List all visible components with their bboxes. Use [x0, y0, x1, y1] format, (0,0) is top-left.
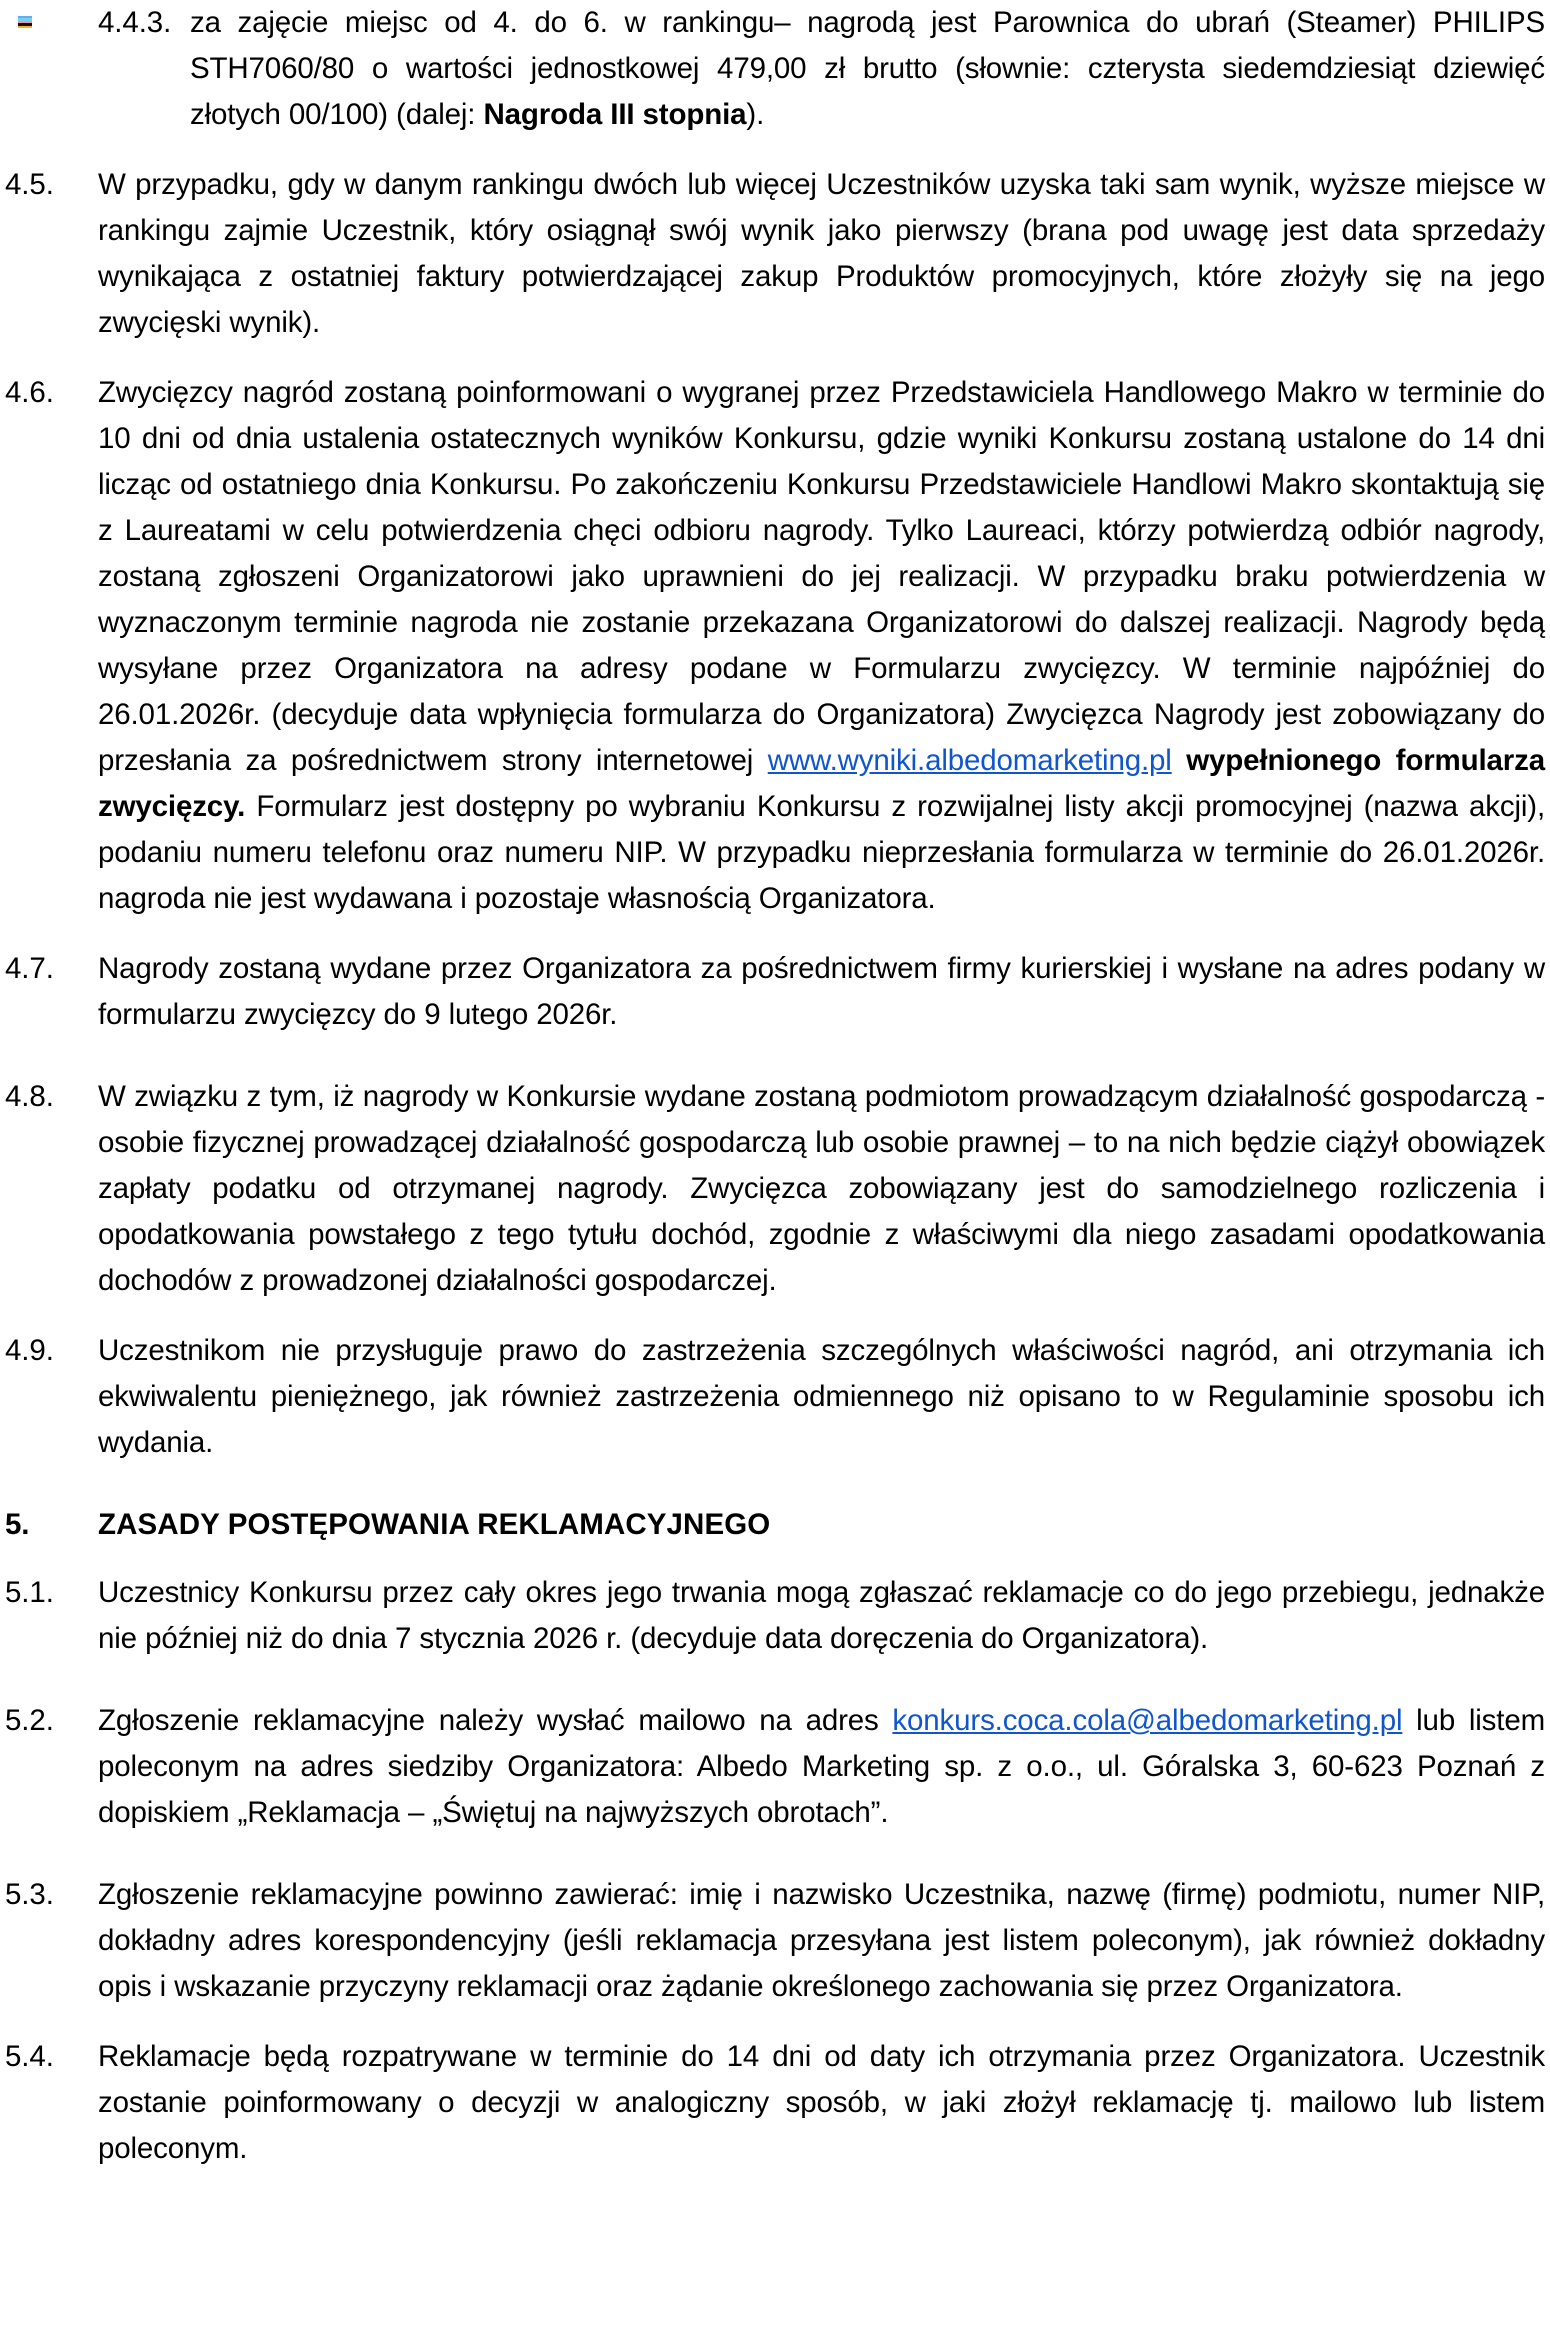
website-link[interactable]: www.wyniki.albedomarketing.pl	[767, 744, 1172, 777]
vertical-spacer	[0, 1846, 1550, 1872]
clause-body	[98, 2034, 1545, 2172]
clause-5-1	[0, 1570, 1550, 1662]
clause-body	[98, 1698, 1545, 1836]
clause-text-run: za zajęcie miejsc od 4. do 6. w rankingu– nagrodą jest Parownica do ubrań (Steamer) PHILIPS STH7060/80 o wartości jednostkowej 479,00 zł brutto (słownie: czterysta siedemdziesiąt dziewięć złotych 00/100) (dalej:	[190, 6, 1545, 131]
clause-number: 5.1.	[5, 1576, 54, 1609]
section-title	[98, 1502, 1550, 1548]
clause-text-run: Zwycięzcy nagród zostaną poinformowani o wygranej przez Przedstawiciela Handlowego Makro w terminie do 10 dni od dnia ustalenia ostatecznych wyników Konkursu, gdzie wyniki Konkursu zostaną ustalone do 14 dni licząc od ostatniego dnia Konkursu. Po zakończeniu Konkursu Przedstawiciele Handlowi Makro skontaktują się z Laureatami w celu potwierdzenia chęci odbioru nagrody. Tylko Laureaci, którzy potwierdzą odbiór nagrody, zostaną zgłoszeni Organizatorowi jako uprawnieni do jej realizacji. W przypadku braku potwierdzenia w wyznaczonym terminie nagroda nie zostanie przekazana Organizatorowi do dalszej realizacji. Nagrody będą wysyłane przez Organizatora na adresy podane w Formularzu zwycięzcy. W terminie najpóźniej do 26.01.2026r. (decyduje data wpłynięcia formularza do Organizatora) Zwycięzca Nagrody jest zobowiązany do przesłania za pośrednictwem strony internetowej	[98, 376, 1545, 777]
section-heading	[0, 1502, 1550, 1548]
clause-text-run: Reklamacje będą rozpatrywane w terminie do 14 dni od daty ich otrzymania przez Organizatora. Uczestnik zostanie poinformowany o decyzji w analogiczny sposób, w jaki złożył reklamację tj. mailowo lub listem poleconym.	[98, 2040, 1545, 2165]
clause-number: 5.2.	[5, 1704, 54, 1737]
clause-number: 4.7.	[5, 952, 54, 985]
clause-text-run	[1172, 744, 1187, 777]
clause-4-4-3	[98, 0, 1550, 138]
clause-text-run: Formularz jest dostępny po wybraniu Konkursu z rozwijalnej listy akcji promocyjnej (nazwa akcji), podaniu numeru telefonu oraz numeru NIP. W przypadku nieprzesłania formularza w terminie do 26.01.2026r. nagroda nie jest wydawana i pozostaje własnością Organizatora.	[98, 790, 1545, 915]
vertical-spacer	[0, 1476, 1550, 1502]
clause-text-run: Uczestnicy Konkursu przez cały okres jego trwania mogą zgłaszać reklamacje co do jego przebiegu, jednakże nie później niż do dnia 7 stycznia 2026 r. (decyduje data doręczenia do Organizatora).	[98, 1576, 1545, 1655]
clause-number: 4.8.	[5, 1080, 54, 1113]
section-number: 5.	[5, 1508, 30, 1541]
vertical-spacer	[0, 2020, 1550, 2034]
clause-text-run: Uczestnikom nie przysługuje prawo do zastrzeżenia szczególnych właściwości nagród, ani otrzymania ich ekwiwalentu pieniężnego, jak również zastrzeżenia odmiennego niż opisano to w Regulaminie sposobu ich wydania.	[98, 1334, 1545, 1459]
vertical-spacer	[0, 148, 1550, 162]
clause-number: 4.4.3.	[98, 6, 172, 39]
clause-text-run: ).	[746, 98, 765, 131]
vertical-spacer	[0, 356, 1550, 370]
clause-number: 5.3.	[5, 1878, 54, 1911]
clause-4-7	[0, 946, 1550, 1038]
vertical-spacer	[0, 1314, 1550, 1328]
clause-text-run: W związku z tym, iż nagrody w Konkursie wydane zostaną podmiotom prowadzącym działalność gospodarczą - osobie fizycznej prowadzącej działalność gospodarczą lub osobie prawnej – to na nich będzie ciążył obowiązek zapłaty podatku od otrzymanej nagrody. Zwycięzca zobowiązany jest do samodzielnego rozliczenia i opodatkowania powstałego z tego tytułu dochód, zgodnie z właściwymi dla niego zasadami opodatkowania dochodów z prowadzonej działalności gospodarczej.	[98, 1080, 1545, 1297]
clause-4-8	[0, 1074, 1550, 1304]
clause-5-4	[0, 2034, 1550, 2172]
clause-body	[98, 1570, 1545, 1662]
vertical-spacer	[0, 1672, 1550, 1698]
clause-5-2	[0, 1698, 1550, 1836]
emphasis-text: wypełnionego formularza zwycięzcy.	[98, 744, 1545, 823]
clause-body	[98, 1328, 1545, 1466]
emphasis-text: Nagroda III stopnia	[483, 98, 747, 131]
clause-number: 4.9.	[5, 1334, 54, 1367]
vertical-spacer	[0, 932, 1550, 946]
clause-body	[98, 1074, 1545, 1304]
clause-body	[190, 0, 1545, 138]
clause-body	[98, 370, 1545, 922]
clause-text-run: Zgłoszenie reklamacyjne należy wysłać mailowo na adres	[98, 1704, 893, 1737]
clause-text-run: Zgłoszenie reklamacyjne powinno zawierać: imię i nazwisko Uczestnika, nazwę (firmę) podmiotu, numer NIP, dokładny adres korespondencyjny (jeśli reklamacja przesyłana jest listem poleconym), jak również dokładny opis i wskazanie przyczyny reklamacji oraz żądanie określonego zachowania się przez Organizatora.	[98, 1878, 1545, 2003]
clause-body	[98, 162, 1545, 346]
clause-number: 4.6.	[5, 376, 54, 409]
vertical-spacer	[0, 1556, 1550, 1570]
clause-text-run: Nagrody zostaną wydane przez Organizatora za pośrednictwem firmy kurierskiej i wysłane na adres podany w formularzu zwycięzcy do 9 lutego 2026r.	[98, 952, 1545, 1031]
clause-body	[98, 1872, 1545, 2010]
clause-number: 5.4.	[5, 2040, 54, 2073]
clause-4-6	[0, 370, 1550, 922]
clause-text-run: W przypadku, gdy w danym rankingu dwóch lub więcej Uczestników uzyska taki sam wynik, wyższe miejsce w rankingu zajmie Uczestnik, który osiągnął swój wynik jako pierwszy (brana pod uwagę jest data sprzedaży wynikająca z ostatniej faktury potwierdzającej zakup Produktów promocyjnych, które złożyły się na jego zwycięski wynik).	[98, 168, 1545, 339]
vertical-spacer	[0, 1048, 1550, 1074]
email-link[interactable]: konkurs.coca.cola@albedomarketing.pl	[892, 1704, 1403, 1737]
clause-text-run: ZASADY POSTĘPOWANIA REKLAMACYJNEGO	[98, 1508, 771, 1541]
clause-4-5	[0, 162, 1550, 346]
clause-4-9	[0, 1328, 1550, 1466]
clause-number: 4.5.	[5, 168, 54, 201]
clause-text-run: lub listem poleconym na adres siedziby Organizatora: Albedo Marketing sp. z o.o., ul. Góralska 3, 60-623 Poznań z dopiskiem „Reklamacja – „Świętuj na najwyższych obrotach”.	[98, 1704, 1546, 1829]
clause-body	[98, 946, 1545, 1038]
clause-5-3	[0, 1872, 1550, 2010]
